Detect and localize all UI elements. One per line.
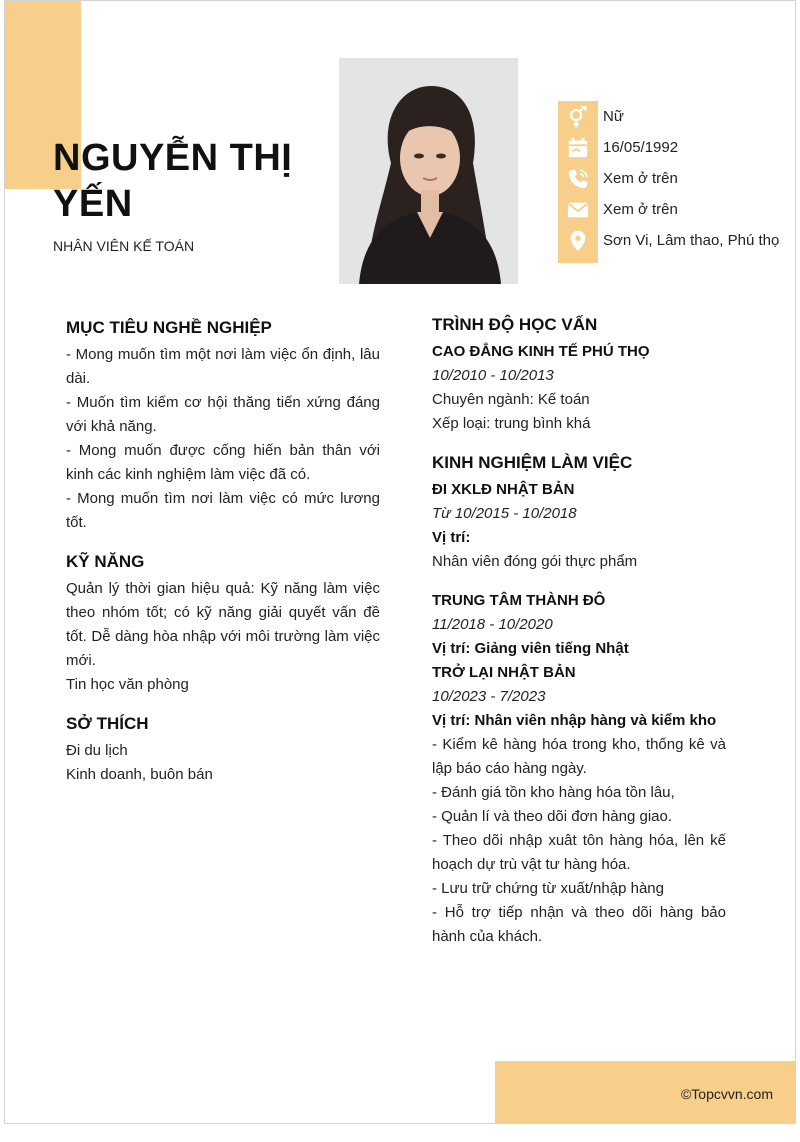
phone-icon [558,163,598,194]
education-major: Chuyên ngành: Kế toán [432,391,590,408]
experience-heading: KINH NGHIỆM LÀM VIỆC [432,453,633,472]
job-company: TRỞ LẠI NHẬT BẢN [432,664,576,681]
job-entry [432,478,726,574]
job-position: Vị trí: Giảng viên tiếng Nhật [432,640,629,657]
job-detail: - Quản lí và theo dõi đơn hàng giao. [432,808,672,825]
hobby-item: Kinh doanh, buôn bán [66,766,213,783]
job-detail: - Đánh giá tồn kho hàng hóa tồn lâu, [432,784,675,801]
education-heading: TRÌNH ĐỘ HỌC VẤN [432,315,598,334]
contact-birthday-text: 16/05/1992 [603,139,679,156]
left-column [66,317,380,787]
education-section [432,314,726,436]
job-period: 10/2023 - 7/2023 [432,688,546,705]
job-entry [432,589,726,661]
contact-phone [558,163,796,194]
contact-email [558,194,796,225]
objective-line: - Mong muốn tìm một nơi làm việc ổn định, lâu dài. [66,346,380,387]
job-entry [432,661,726,949]
objective-heading: MỤC TIÊU NGHỀ NGHIỆP [66,318,272,337]
education-period: 10/2010 - 10/2013 [432,367,554,384]
job-period: 11/2018 - 10/2020 [432,616,553,633]
job-detail: Nhân viên đóng gói thực phẩm [432,553,638,570]
education-school: CAO ĐẲNG KINH TẾ PHÚ THỌ [432,343,650,360]
contact-gender [558,101,796,132]
hobbies-section [66,713,380,787]
education-grade: Xếp loại: trung bình khá [432,415,591,432]
job-period: Từ 10/2015 - 10/2018 [432,505,577,522]
cv-page [4,0,796,1124]
gender-icon [558,101,598,132]
experience-section [432,452,726,949]
job-detail: - Theo dõi nhập xuât tôn hàng hóa, lên kế hoạch dự trù vật tư hàng hóa. [432,832,726,873]
job-company: TRUNG TÂM THÀNH ĐÔ [432,592,606,609]
portrait-image [339,58,518,284]
right-column [432,314,726,949]
skills-line: Tin học văn phòng [66,676,189,693]
job-detail: - Hỗ trợ tiếp nhận và theo dõi hàng bảo hành của khách. [432,904,726,945]
contact-gender-text: Nữ [603,108,624,125]
job-detail: - Kiểm kê hàng hóa trong kho, thống kê và lập báo cáo hàng ngày. [432,736,726,777]
skills-heading: KỸ NĂNG [66,552,145,571]
contact-phone-text: Xem ở trên [603,170,678,187]
job-position: Vị trí: [432,529,471,546]
calendar-icon [558,132,598,163]
job-company: ĐI XKLĐ NHẬT BẢN [432,481,575,498]
email-icon [558,194,598,225]
skills-line: Quản lý thời gian hiệu quả: Kỹ năng làm việc theo nhóm tốt; có kỹ năng giải quyết vấn đề tốt. Dễ dàng hòa nhập với môi trường làm việc mới. [66,580,380,669]
hobby-item: Đi du lịch [66,742,128,759]
candidate-name: NGUYỄN THỊ YẾN [53,137,293,225]
contact-address-text: Sơn Vi, Lâm thao, Phú thọ [603,232,780,249]
contact-birthday [558,132,796,163]
hobbies-heading: SỞ THÍCH [66,714,149,733]
objective-line: - Muốn tìm kiếm cơ hội thăng tiến xứng đáng với khả năng. [66,394,380,435]
job-detail: - Lưu trữ chứng từ xuất/nhập hàng [432,880,664,897]
objective-section [66,317,380,535]
location-icon [558,225,598,256]
contact-email-text: Xem ở trên [603,201,678,218]
objective-line: - Mong muốn được cống hiến bản thân với kinh các kinh nghiệm làm việc đã có. [66,442,380,483]
objective-line: - Mong muốn tìm nơi làm việc có mức lương tốt. [66,490,380,531]
skills-section [66,551,380,697]
contact-address [558,225,796,256]
copyright: ©Topcvvn.com [680,1086,773,1102]
profile-photo [339,58,518,284]
job-position: Vị trí: Nhân viên nhập hàng và kiểm kho [432,712,717,729]
candidate-title: NHÂN VIÊN KẾ TOÁN [53,238,195,254]
